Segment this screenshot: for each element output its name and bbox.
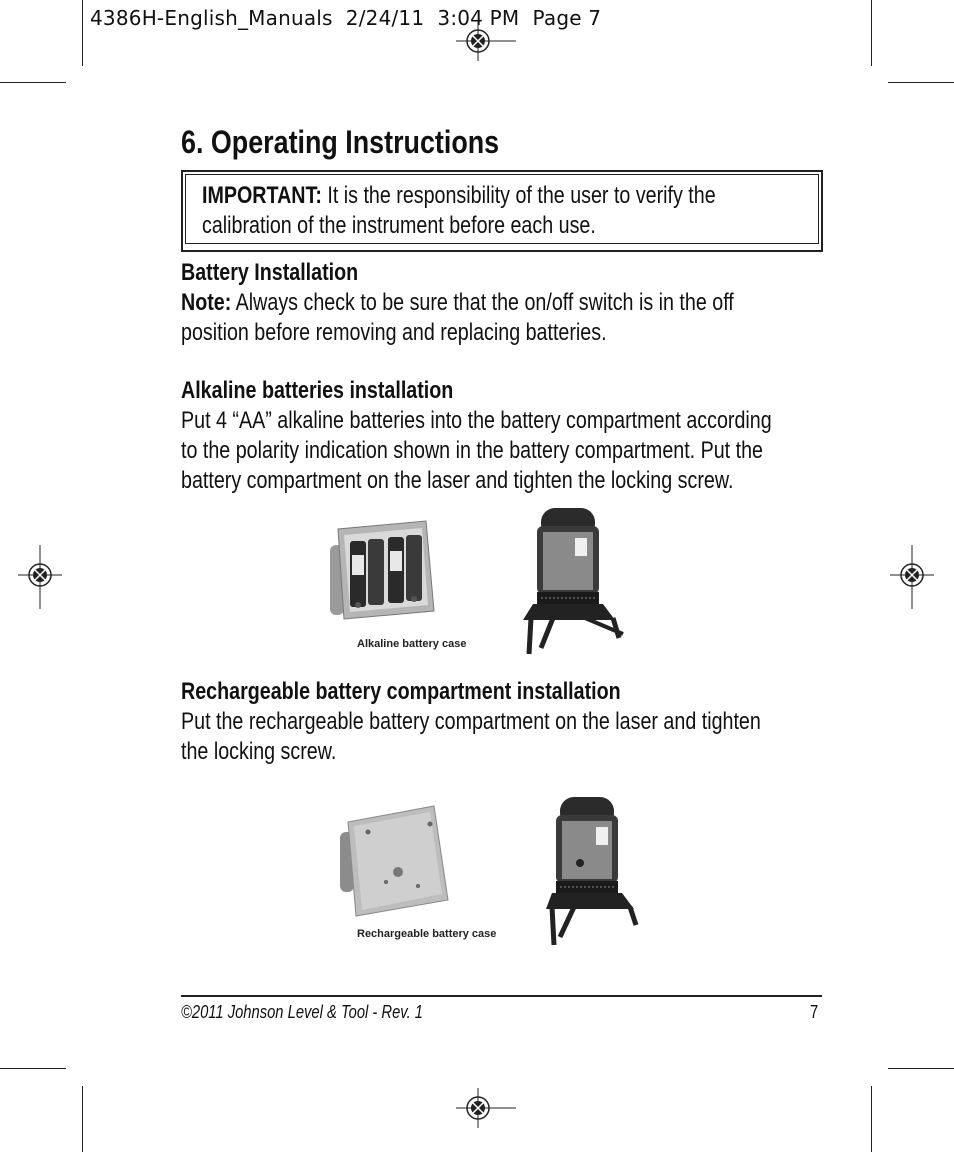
rechargeable-section [181, 677, 822, 767]
crop-mark-icon [888, 1068, 954, 1069]
page-title: 6. Operating Instructions [181, 124, 500, 160]
alkaline-battery-case-image [330, 515, 442, 627]
important-notice-inner [185, 174, 819, 244]
footer-copyright: ©2011 Johnson Level & Tool - Rev. 1 [181, 1002, 424, 1022]
rechargeable-heading: Rechargeable battery compartment installation [181, 678, 621, 705]
battery-note-line-2: position before removing and replacing batteries. [181, 319, 607, 346]
alkaline-caption: Alkaline battery case [357, 638, 467, 650]
important-text-1: It is the responsibility of the user to verify the [321, 182, 716, 209]
alkaline-section [181, 376, 822, 496]
rechargeable-caption: Rechargeable battery case [357, 928, 497, 940]
alkaline-line-1: Put 4 “AA” alkaline batteries into the battery compartment according [181, 407, 772, 434]
registration-mark-icon [890, 545, 934, 609]
laser-level-image [546, 797, 646, 949]
battery-installation-heading: Battery Installation [181, 259, 359, 286]
important-label: IMPORTANT: [202, 182, 322, 209]
crop-mark-icon [0, 82, 66, 83]
alkaline-line-2: to the polarity indication shown in the battery compartment. Put the [181, 437, 763, 464]
important-line-2: calibration of the instrument before each use. [202, 212, 596, 239]
crop-mark-icon [82, 0, 83, 66]
battery-installation-section [181, 258, 822, 348]
crop-mark-icon [82, 1086, 83, 1152]
rechargeable-line-2: the locking screw. [181, 738, 337, 765]
laser-level-image [523, 508, 633, 658]
registration-mark-icon [456, 21, 516, 61]
alkaline-line-3: battery compartment on the laser and tighten the locking screw. [181, 467, 734, 494]
rechargeable-battery-case-image [338, 802, 458, 920]
registration-mark-icon [18, 545, 62, 609]
footer-rule [181, 995, 822, 997]
alkaline-heading: Alkaline batteries installation [181, 377, 454, 404]
crop-mark-icon [0, 1068, 66, 1069]
registration-mark-icon [456, 1088, 516, 1128]
battery-note-line-1 [181, 288, 822, 318]
crop-mark-icon [871, 1086, 872, 1152]
crop-mark-icon [871, 0, 872, 66]
printer-slug: 4386H-English_Manuals 2/24/11 3:04 PM Page 7 [90, 6, 602, 30]
footer-page-number: 7 [810, 1002, 819, 1022]
note-label: Note: [181, 289, 232, 316]
note-text-1: Always check to be sure that the on/off switch is in the off [231, 289, 734, 316]
rechargeable-line-1: Put the rechargeable battery compartment on the laser and tighten [181, 708, 761, 735]
important-line-1 [202, 181, 804, 211]
crop-mark-icon [888, 82, 954, 83]
important-notice-box [181, 170, 823, 252]
